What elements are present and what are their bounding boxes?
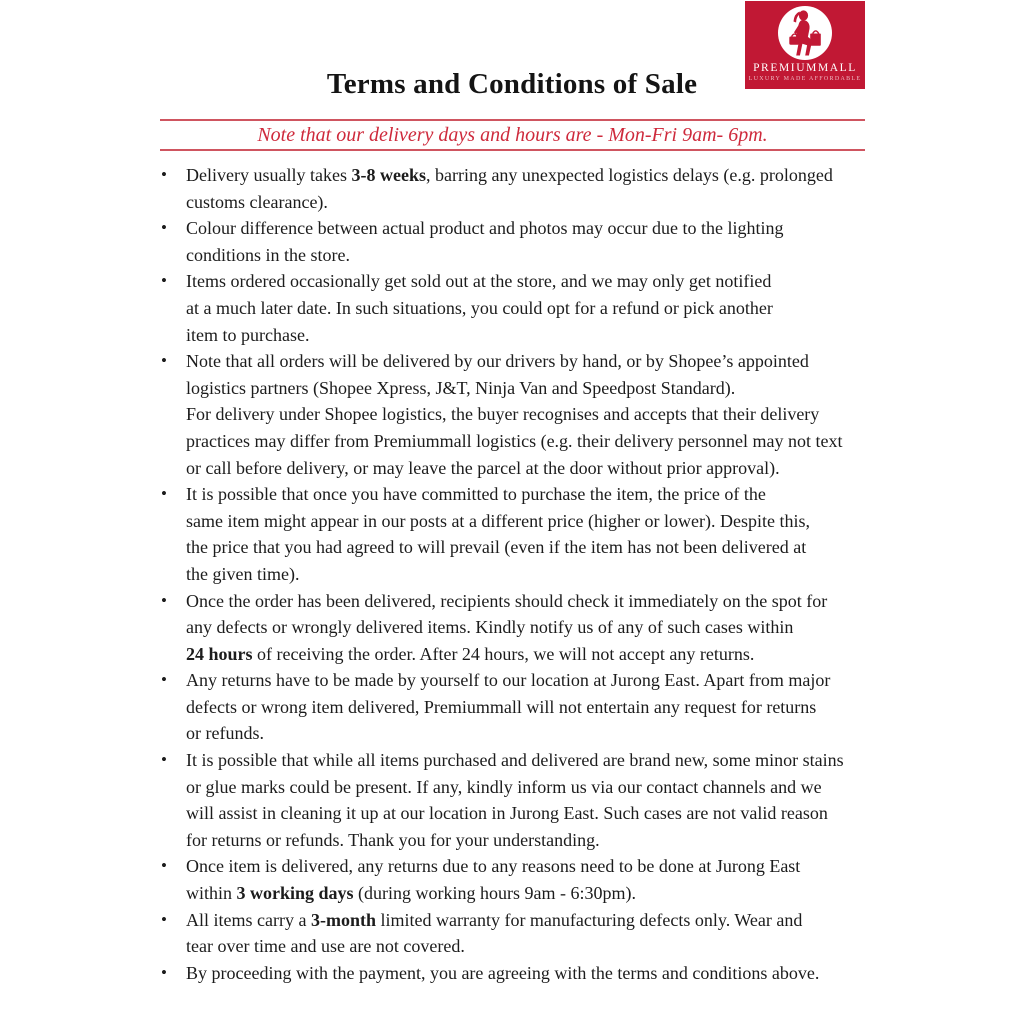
bullet-icon: • <box>161 165 167 184</box>
term-item <box>160 907 874 960</box>
term-line: Any returns have to be made by yourself to our location at Jurong East. Apart from major <box>186 670 831 691</box>
term-line: All items carry a 3-month limited warranty for manufacturing defects only. Wear and <box>186 909 803 930</box>
bullet-icon: • <box>161 351 167 371</box>
term-line: the given time). <box>186 563 300 584</box>
term-item <box>160 588 874 668</box>
term-line: It is possible that once you have committed to purchase the item, the price of the <box>186 484 766 505</box>
term-item <box>160 268 874 348</box>
bullet-icon: • <box>161 962 167 982</box>
bullet-icon: • <box>161 856 167 876</box>
delivery-note-band <box>160 119 865 151</box>
term-line: customs clearance). <box>186 191 328 212</box>
term-item <box>160 960 874 987</box>
term-line: or call before delivery, or may leave the parcel at the door without prior approval). <box>186 457 780 478</box>
term-line: same item might appear in our posts at a different price (higher or lower). Despite this, <box>186 510 810 531</box>
term-line: tear over time and use are not covered. <box>186 936 465 957</box>
delivery-note: Note that our delivery days and hours are - Mon-Fri 9am- 6pm. <box>257 123 768 146</box>
term-item <box>160 747 874 853</box>
brand-name: PREMIUMMALL <box>753 62 857 74</box>
term-item <box>160 853 874 906</box>
term-line: within 3 working days (during working hours 9am - 6:30pm). <box>186 883 637 904</box>
bullet-icon: • <box>161 484 167 504</box>
term-line: at a much later date. In such situations, you could opt for a refund or pick another <box>186 297 773 318</box>
term-line: or glue marks could be present. If any, kindly inform us via our contact channels and we <box>186 776 822 797</box>
term-line: logistics partners (Shopee Xpress, J&T, Ninja Van and Speedpost Standard). <box>186 377 736 398</box>
brand-logo <box>745 1 865 89</box>
term-line: Items ordered occasionally get sold out at the store, and we may only get notified <box>186 271 772 292</box>
term-line: will assist in cleaning it up at our location in Jurong East. Such cases are not valid reason <box>186 803 828 824</box>
term-line: conditions in the store. <box>186 244 350 265</box>
term-item <box>160 215 874 268</box>
term-line: Once the order has been delivered, recipients should check it immediately on the spot for <box>186 590 828 611</box>
term-item <box>160 162 874 215</box>
term-line: By proceeding with the payment, you are agreeing with the terms and conditions above. <box>186 962 820 983</box>
bullet-icon: • <box>161 909 167 929</box>
terms-list <box>160 162 874 986</box>
term-line: for returns or refunds. Thank you for your understanding. <box>186 829 600 850</box>
term-item <box>160 667 874 747</box>
bullet-icon: • <box>161 218 167 238</box>
bullet-icon: • <box>161 670 167 690</box>
bullet-icon: • <box>161 271 167 291</box>
term-line: practices may differ from Premiummall logistics (e.g. their delivery personnel may not text <box>186 430 843 451</box>
term-line: Once item is delivered, any returns due to any reasons need to be done at Jurong East <box>186 856 801 877</box>
term-line: It is possible that while all items purchased and delivered are brand new, some minor stains <box>186 750 844 771</box>
bullet-icon: • <box>161 590 167 610</box>
term-item <box>160 348 874 481</box>
term-line: For delivery under Shopee logistics, the buyer recognises and accepts that their delivery <box>186 404 820 425</box>
term-line: Delivery usually takes 3-8 weeks, barring any unexpected logistics delays (e.g. prolonged <box>186 165 833 185</box>
term-line: Note that all orders will be delivered by our drivers by hand, or by Shopee’s appointed <box>186 351 809 372</box>
woman-with-shopping-bags-icon <box>777 5 833 61</box>
term-line: Colour difference between actual product and photos may occur due to the lighting <box>186 218 784 239</box>
term-line: any defects or wrongly delivered items. Kindly notify us of any of such cases within <box>186 617 794 638</box>
term-line: item to purchase. <box>186 324 310 345</box>
term-line: 24 hours of receiving the order. After 24 hours, we will not accept any returns. <box>186 643 755 664</box>
term-line: or refunds. <box>186 723 264 744</box>
term-line: defects or wrong item delivered, Premiummall will not entertain any request for returns <box>186 696 817 717</box>
brand-tagline: LUXURY MADE AFFORDABLE <box>748 76 862 82</box>
bullet-icon: • <box>161 750 167 770</box>
term-line: the price that you had agreed to will prevail (even if the item has not been delivered at <box>186 537 807 558</box>
page-title: Terms and Conditions of Sale <box>326 68 698 100</box>
term-item <box>160 481 874 587</box>
